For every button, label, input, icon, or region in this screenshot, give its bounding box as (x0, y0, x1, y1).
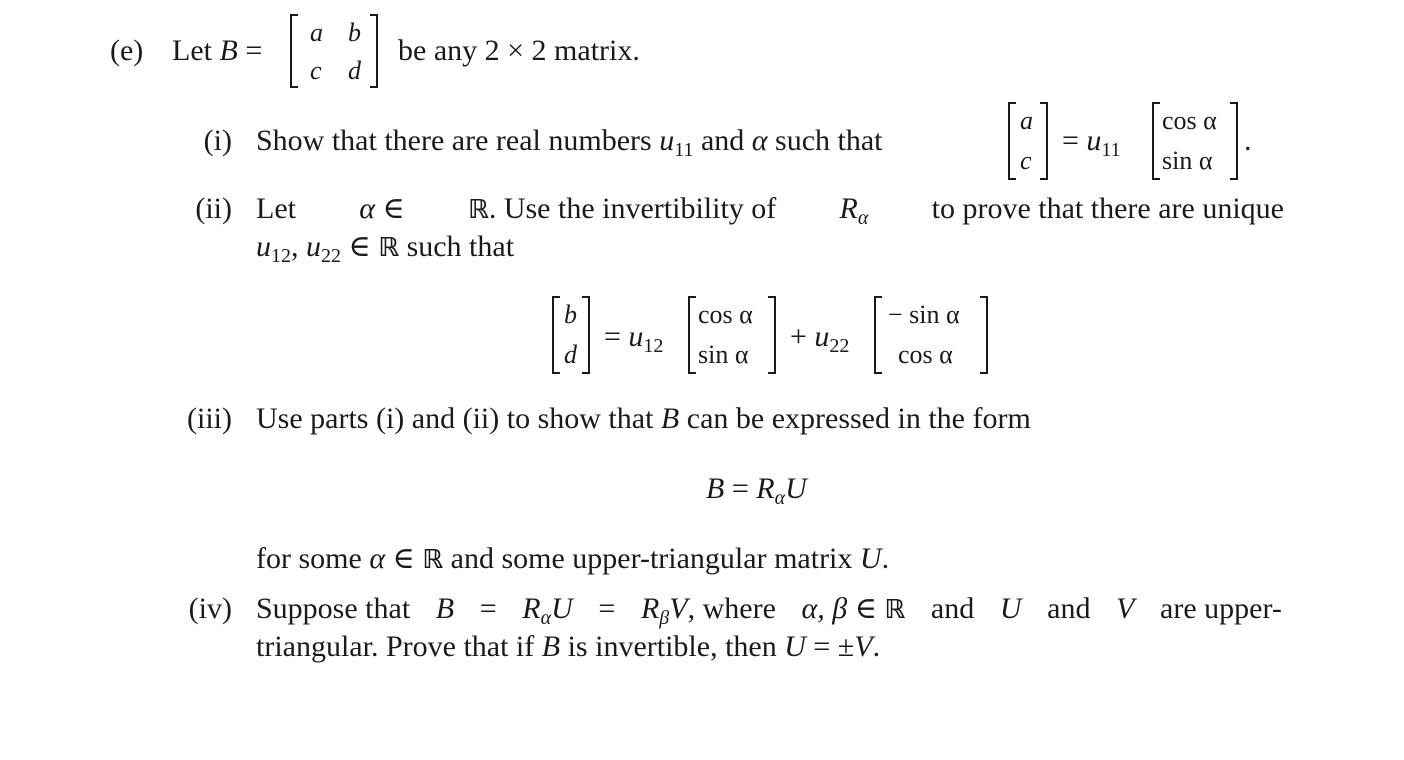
vector-entry: c (1020, 146, 1032, 175)
vector-entry: a (1020, 106, 1033, 135)
matrix-entry: d (348, 56, 361, 85)
vector-entry: sin α (1162, 146, 1213, 175)
part-iv-line1: Suppose that B = $R_\alpha U$ = $R_\beta V$, where α, β ∈ ℝ and U and V are upper- (256, 592, 1282, 629)
part-e-intro: Let B = (172, 34, 263, 67)
matrix-B (290, 14, 378, 88)
vector-cos-sin (1152, 102, 1238, 180)
part-i-period: . (1244, 124, 1252, 157)
part-ii-eq-mid: = $u_{12}$ (604, 320, 664, 357)
part-iv-line2: triangular. Prove that if B is invertible, then U = ±V. (256, 630, 881, 663)
vector-entry: cos α (1162, 106, 1217, 135)
vector-entry: sin α (698, 340, 749, 369)
part-iii-after: for some α ∈ ℝ and some upper-triangular matrix U. (256, 542, 890, 575)
vector-cos-sin-2 (688, 296, 776, 374)
part-e-text: be any 2 × 2 matrix. (398, 34, 640, 67)
vector-entry: cos α (698, 300, 753, 329)
vector-entry: cos α (898, 340, 953, 369)
matrix-entry: c (310, 56, 322, 85)
part-iv-label: (iv) (188, 592, 232, 625)
vector-bd (552, 296, 590, 374)
vector-entry: d (564, 340, 577, 369)
part-ii-label: (ii) (195, 192, 232, 225)
part-i-label: (i) (203, 124, 232, 157)
part-iii-label: (iii) (187, 402, 232, 435)
matrix-entry: a (310, 18, 323, 47)
part-i-eq: = $u_{11}$ (1062, 124, 1121, 161)
part-ii-line2: $u_{12}$, $u_{22}$ ∈ ℝ such that (256, 230, 515, 267)
vector-ac (1008, 102, 1048, 180)
matrix-entry: b (348, 18, 361, 47)
vector-entry: b (564, 300, 577, 329)
part-iii-text: Use parts (i) and (ii) to show that B can be expressed in the form (256, 402, 1031, 435)
vector-neg-sin-cos (874, 296, 988, 374)
part-ii-line1: Let α ∈ ℝ. Use the invertibility of $R_\alpha$ to prove that there are unique (256, 192, 1284, 229)
part-iii-display: $B = R_\alpha U$ (706, 472, 807, 509)
part-i-text: Show that there are real numbers $u_{11}$ and α such that (256, 124, 883, 161)
part-e-label: (e) (110, 34, 144, 67)
part-ii-eq-plus: + $u_{22}$ (790, 320, 850, 357)
vector-entry: − sin α (888, 300, 960, 329)
